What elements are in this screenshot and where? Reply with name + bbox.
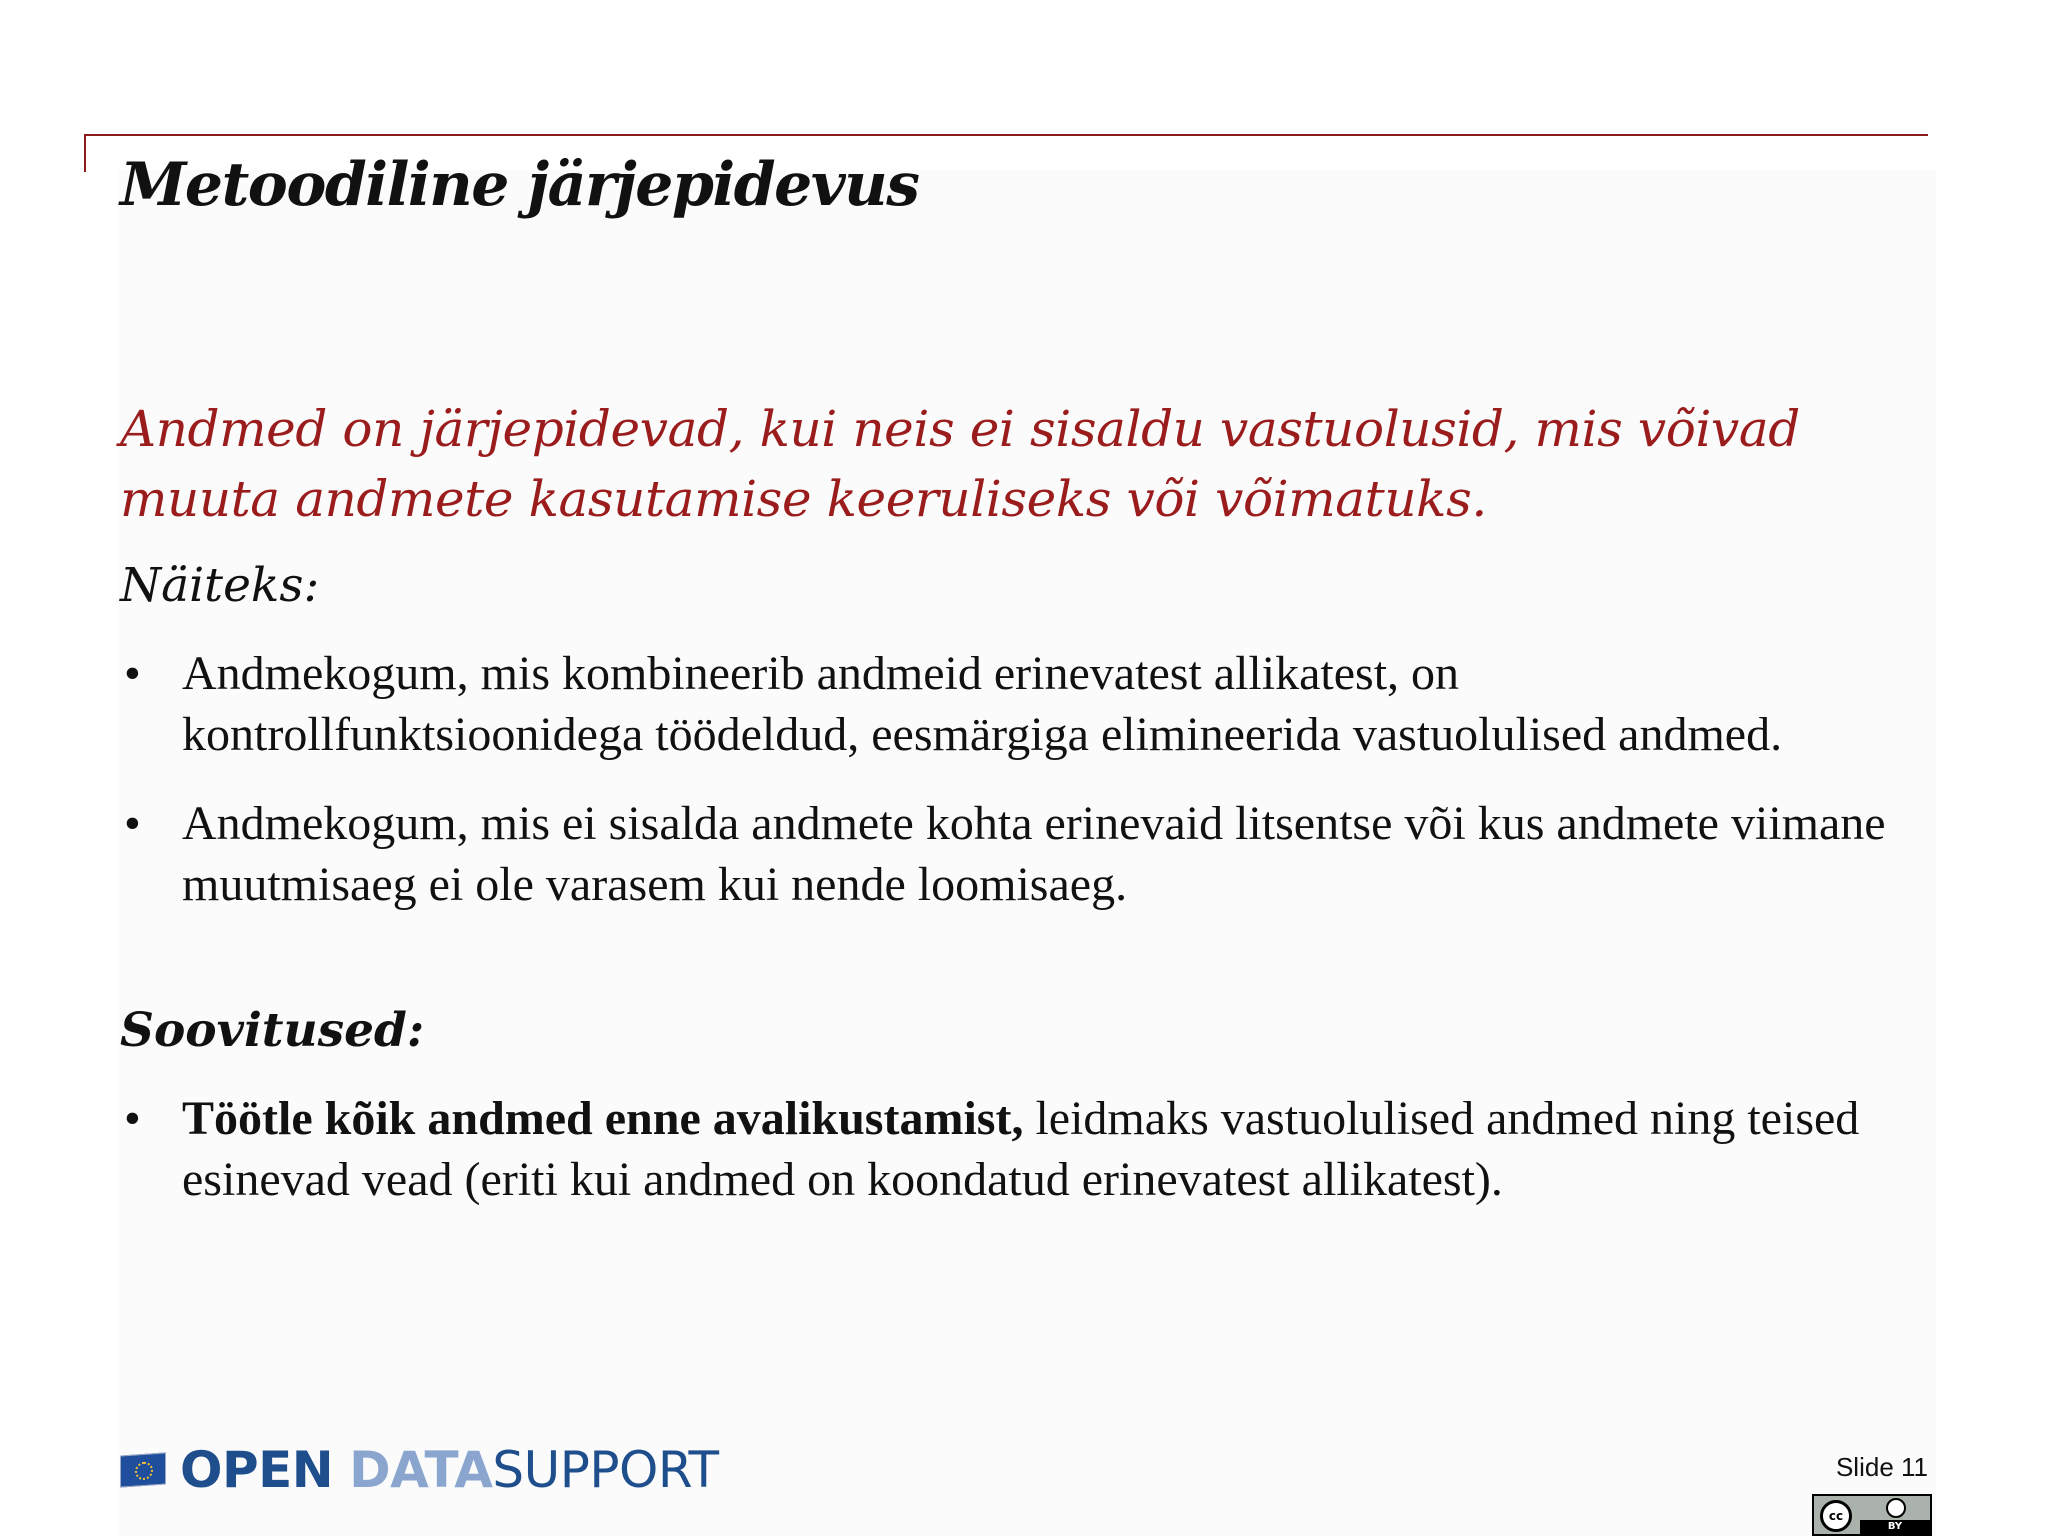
logo-open-text: OPEN — [180, 1441, 334, 1499]
bullet-icon: • — [124, 647, 141, 700]
eu-flag-icon — [120, 1452, 166, 1487]
logo-wordmark — [180, 1441, 719, 1499]
open-data-support-logo — [120, 1440, 719, 1500]
examples-list — [120, 643, 1900, 943]
list-item — [120, 793, 1900, 915]
bullet-icon: • — [124, 1092, 141, 1145]
recommendations-label: Soovitused: — [120, 1003, 425, 1058]
by-label: BY — [1860, 1520, 1930, 1534]
example-text: Andmekogum, mis ei sisalda andmete kohta erinevaid litsentse või kus andmete viimane muutmisaeg ei ole varasem kui nende loomisaeg. — [182, 797, 1886, 911]
definition-text: Andmed on järjepidevad, kui neis ei sisaldu vastuolusid, mis võivad muuta andmete kasutamise keeruliseks või võimatuks. — [120, 400, 1800, 528]
list-item — [120, 643, 1900, 765]
slide-title: Metoodiline järjepidevus — [120, 150, 919, 220]
slide-number: Slide 11 — [1835, 1452, 1928, 1482]
recommendation-bold-text: Töötle kõik andmed enne avalikustamist, — [182, 1092, 1024, 1145]
title-rule-tick — [84, 134, 86, 172]
recommendations-list — [120, 1088, 1900, 1238]
logo-data-text: DATA — [349, 1441, 493, 1499]
title-rule — [84, 134, 1928, 136]
attribution-icon — [1886, 1498, 1906, 1518]
example-text: Andmekogum, mis kombineerib andmeid erinevatest allikatest, on kontrollfunktsioonidega töödeldud, eesmärgiga elimineerida vastuolulised andmed. — [182, 647, 1783, 761]
examples-label: Näiteks: — [120, 558, 320, 613]
cc-icon: cc — [1820, 1500, 1852, 1532]
bullet-icon: • — [124, 797, 141, 850]
list-item — [120, 1088, 1900, 1210]
recommendation-text: leidmaks vastuolulised andmed ning teised esinevad vead (eriti kui andmed on koondatud erinevatest allikatest). — [182, 1092, 1860, 1206]
cc-by-license-icon — [1812, 1494, 1932, 1536]
logo-support-text: SUPPORT — [492, 1441, 719, 1499]
